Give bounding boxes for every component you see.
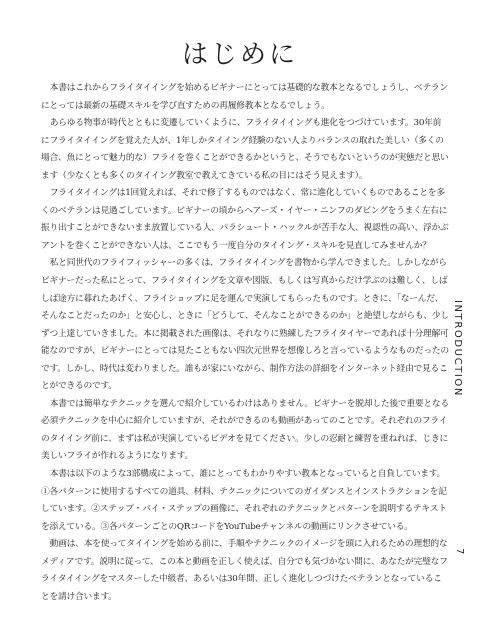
paragraph: 本書は以下のような3部構成によって、誰にとってもわかりやすい教本となっていると自負しています。①各パターンに使用するすべての道具、材料、テクニックについてのガイダンスとインストラクションを記しています。②ステップ・バイ・ステップの画像に、それぞれのテクニックとパターンを説明するテキストを添えている。③各パターンごとのQRコードをYouTubeチャンネルの動画にリンクさせている。: [41, 469, 447, 532]
section-label: INTRODUCTION: [452, 300, 463, 397]
page-title: はじめに: [181, 40, 298, 70]
paragraph: あらゆる物事が時代とともに変遷していくように、フライタイイングも進化をつづけています。30年前にフライタイイングを覚えた人が、1年しかタイイング経験のない人よりバランスの取れた美しい（多くの場合、魚にとって魅力的な）フライを巻くことができるかというと、そうでもないというのが実態だと思います（少なくとも多くのタイイング教室で教えてきている私の目にはそう見えます）。: [41, 118, 449, 181]
paragraph: 本書はこれからフライタイイングを始めるビギナーにとっては基礎的な教本となるでしょうし、ベテランにとっては最新の基礎スキルを学び直すための再履修教本となるでしょう。: [41, 83, 448, 111]
page-number: 7: [454, 548, 465, 555]
body-text: [41, 80, 449, 606]
paragraph: フライタイイングは1回覚えれば、それで修了するものではなく、常に進化していくものであることを多くのベテランは見過ごしています。ビギナーの頃からヘアーズ・イヤー・ニンフのダビングをうまく左右に振り出すことができないまま放置している人、パラシュート・ハックルが苦手な人、視認性の高い、浮かぶアントを巻くことができない人は、ここでもう一度自分のタイイング・スキルを見直してみませんか？: [41, 188, 449, 251]
paragraph: 私と同世代のフライフィッシャーの多くは、フライタイイングを書物から学んできました。しかしながらビギナーだった私にとって、フライタイイングを文章や図版、もしくは写真からだけ学ぶのは難しく、しばしば途方に暮れたあげく、フライショップに足を運んで実演してもらったものです。ときに、「なーんだ、そんなことだったのか」と安心し、ときに「どうして、そんなことができるのか」と絶望しながらも、少しずつ上達していきました。本に掲載された画像は、それなりに熟練したフライタイヤーであれば十分理解可能なのですが、ビギナーにとっては見たこともない四次元世界を想像しろと言っているようなものだったのです。しかし、時代は変わりました。誰もが家にいながら、制作方法の詳細をインターネット経由で見ることができるのです。: [41, 258, 449, 392]
paragraph: 動画は、本を使ってタイイングを始める前に、手順やテクニックのイメージを頭に入れるための理想的なメディアです。説明に従って、この本と動画を正しく使えば、自分でも気づかない間に、あなたが完璧なフライタイイングをマスターした中級者、あるいは30年間、正しく進化しつづけたベテランとなっていることを請け合います。: [41, 539, 448, 602]
paragraph: 本書では簡単なテクニックを選んで紹介しているわけはありません。ビギナーを脱却した後で重要となる必須テクニックを中心に紹介していますが、それができるのも動画があってのことです。それぞれのフライのタイイング前に、まずは私が実演しているビデオを見てください。少しの忍耐と練習を重ねれば、じきに美しいフライが作れるようになります。: [41, 398, 449, 462]
